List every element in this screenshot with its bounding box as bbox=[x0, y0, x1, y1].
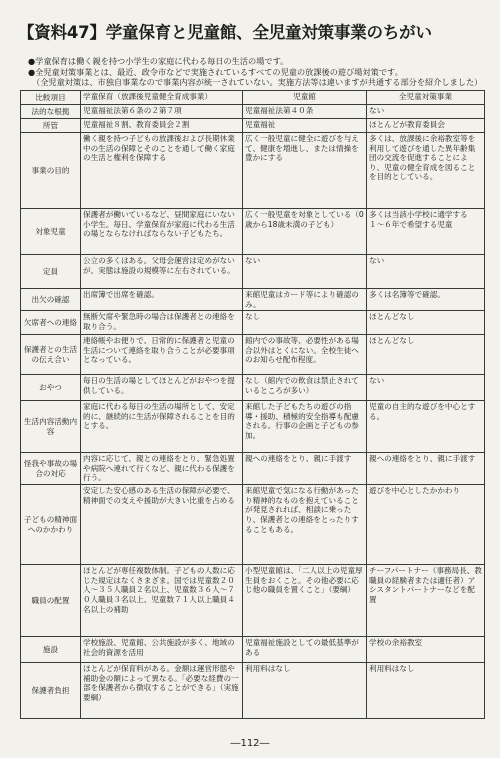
jidokan-cell: ない bbox=[243, 255, 367, 289]
table-header-row bbox=[21, 91, 485, 105]
zenjido-cell: 利用料はなし bbox=[367, 663, 485, 719]
jidokan-cell: 広く一般児童を対象としている（0歳から18歳未満の子ども） bbox=[243, 209, 367, 255]
gakudo-cell: 安定した安心感のある生活の保障が必要で、精神面での支えや援助が大きい比重を占める bbox=[81, 485, 243, 565]
zenjido-cell: ほとんどが教育委員会 bbox=[367, 119, 485, 133]
jidokan-cell: 来館児童で気になる行動があったり精神的なものを抱えていることが発見されれば、相談に乗ったり、保護者との連絡をとったりすることもある。 bbox=[243, 485, 367, 565]
table-body bbox=[21, 105, 485, 719]
gakudo-cell: 出席簿で出席を確認。 bbox=[81, 289, 243, 311]
header-cell: 児童館 bbox=[243, 91, 367, 105]
row-item-cell: 子どもの精神面へのかかわり bbox=[21, 485, 81, 565]
table-row bbox=[21, 119, 485, 133]
gakudo-cell: 無断欠席や緊急時の場合は保護者との連絡を取り合う。 bbox=[81, 311, 243, 335]
table-row bbox=[21, 637, 485, 663]
zenjido-cell: チーフパートナー（事務局長、教職員の経験者または適任者）アシスタントパートナーなどを配置 bbox=[367, 565, 485, 637]
gakudo-cell: 家庭に代わる毎日の生活の場所として、安定的に、継続的に生活が保障されることを目的とする。 bbox=[81, 401, 243, 453]
table-row bbox=[21, 565, 485, 637]
gakudo-cell: 毎日の生活の場としてほとんどがおやつを提供している。 bbox=[81, 375, 243, 401]
gakudo-cell: 連絡帳やお便りで、日常的に保護者と児童の生活について連絡を取り合うことが必要事項となっている。 bbox=[81, 335, 243, 375]
zenjido-cell: 遊びを中心としたかかわり bbox=[367, 485, 485, 565]
zenjido-cell: 多くは当該小学校に通学する１〜６年で希望する児童 bbox=[367, 209, 485, 255]
jidokan-cell: なし（館内での飲食は禁止されているところが多い） bbox=[243, 375, 367, 401]
header-cell: 全児童対策事業 bbox=[367, 91, 485, 105]
row-item-cell: 生活内容活動内容 bbox=[21, 401, 81, 453]
zenjido-cell: 多くは、放課後に余裕教室等を利用して遊びを通した異年齢集団の交流を促進することにより、児童の健全育成を図ることを目的としている。 bbox=[367, 133, 485, 209]
row-item-cell: 対象児童 bbox=[21, 209, 81, 255]
row-item-cell: 保護者との生活の伝え合い bbox=[21, 335, 81, 375]
table-row bbox=[21, 289, 485, 311]
page-title: 【資料47】学童保育と児童館、全児童対策事業のちがい bbox=[18, 23, 432, 42]
note-line: ●全児童対策事業とは、最近、政令市などで実施されているすべての児童の放課後の遊び場対策です。 bbox=[28, 66, 403, 77]
gakudo-cell: 学校施設、児童館、公共施設が多く、地域の社会的資源を活用 bbox=[81, 637, 243, 663]
comparison-table bbox=[20, 90, 485, 719]
gakudo-cell: 働く親を持つ子どもの放課後および長期休業中の生活の保障とそのことを通して働く家庭の生活と権利を保障する bbox=[81, 133, 243, 209]
jidokan-cell: 児童福祉法第４０条 bbox=[243, 105, 367, 119]
row-item-cell: 事業の目的 bbox=[21, 133, 81, 209]
table-row bbox=[21, 663, 485, 719]
table-row bbox=[21, 335, 485, 375]
gakudo-cell: 児童福祉８割、教育委員会２割 bbox=[81, 119, 243, 133]
zenjido-cell: ない bbox=[367, 255, 485, 289]
row-item-cell: 欠席者への連絡 bbox=[21, 311, 81, 335]
gakudo-cell: 内容に応じて、親との連絡をとり、緊急処置や病院へ連れて行くなど、親に代わる保護を行う。 bbox=[81, 453, 243, 485]
table-row bbox=[21, 453, 485, 485]
table-row bbox=[21, 105, 485, 119]
zenjido-cell: 多くは名簿等で確認。 bbox=[367, 289, 485, 311]
jidokan-cell: 小型児童館は、「二人以上の児童厚生員をおくこと。その他必要に応じ他の職員を置くこと」（要綱） bbox=[243, 565, 367, 637]
jidokan-cell: 児童福祉施設としての最低基準がある bbox=[243, 637, 367, 663]
zenjido-cell: ない bbox=[367, 105, 485, 119]
gakudo-cell: ほとんどが保育料がある。金額は運営形態や補助金の額によって異なる。「必要な経費の一部を保護者から徴収することができる」（実施要綱） bbox=[81, 663, 243, 719]
zenjido-cell: 親への連絡をとり、親に手渡す bbox=[367, 453, 485, 485]
jidokan-cell: 来館児童はカード等により確認のみ。 bbox=[243, 289, 367, 311]
jidokan-cell: 館内での事故等、必要性がある場合以外はとくにない。全校生徒へのお知らせ配布程度。 bbox=[243, 335, 367, 375]
zenjido-cell: 学校の余裕教室 bbox=[367, 637, 485, 663]
jidokan-cell: なし bbox=[243, 311, 367, 335]
jidokan-cell: 利用料はなし bbox=[243, 663, 367, 719]
row-item-cell: 法的な根拠 bbox=[21, 105, 81, 119]
zenjido-cell: ほとんどなし bbox=[367, 335, 485, 375]
row-item-cell: 出欠の確認 bbox=[21, 289, 81, 311]
header-cell: 比較項目 bbox=[21, 91, 81, 105]
zenjido-cell: ほとんどなし bbox=[367, 311, 485, 335]
intro-notes bbox=[28, 56, 488, 88]
jidokan-cell: 児童福祉 bbox=[243, 119, 367, 133]
header-cell: 学童保育（放課後児童健全育成事業） bbox=[81, 91, 243, 105]
row-item-cell: 職員の配置 bbox=[21, 565, 81, 637]
gakudo-cell: ほとんどが専任複数体制。子どもの人数に応じた規定はなくさまざま。国では児童数２０人〜３５人職員２名以上、児童数３６人〜７０人職員３名以上、児童数７１人以上職員４名以上の補助 bbox=[81, 565, 243, 637]
gakudo-cell: 公立の多くはある。父母会運営は定めがないが、実態は施設の規模等に左右されている。 bbox=[81, 255, 243, 289]
table-row bbox=[21, 485, 485, 565]
note-line: ●学童保育は働く親を持つ小学生の家庭に代わる毎日の生活の場です。 bbox=[28, 56, 289, 66]
jidokan-cell: 広く一般児童に健全に遊びを与えて、健康を増進し、または情操を豊かにする bbox=[243, 133, 367, 209]
row-item-cell: 定員 bbox=[21, 255, 81, 289]
row-item-cell: おやつ bbox=[21, 375, 81, 401]
zenjido-cell: 児童の自主的な遊びを中心とする。 bbox=[367, 401, 485, 453]
row-item-cell: 所管 bbox=[21, 119, 81, 133]
table-row bbox=[21, 209, 485, 255]
table-row bbox=[21, 401, 485, 453]
note-line: （全児童対策は、市独自事業なので事業内容が統一されていない。実施方法等は違いますが共通する部分を紹介しました） bbox=[32, 77, 483, 87]
zenjido-cell: ない bbox=[367, 375, 485, 401]
row-item-cell: 怪我や事故の場合の対応 bbox=[21, 453, 81, 485]
table-row bbox=[21, 133, 485, 209]
table-row bbox=[21, 375, 485, 401]
table-row bbox=[21, 311, 485, 335]
table-row bbox=[21, 255, 485, 289]
row-item-cell: 保護者負担 bbox=[21, 663, 81, 719]
row-item-cell: 施設 bbox=[21, 637, 81, 663]
gakudo-cell: 児童福祉法第６条の２第７項 bbox=[81, 105, 243, 119]
page-number: ―112― bbox=[230, 738, 270, 749]
jidokan-cell: 来館した子どもたちの遊びの指導・援助、積極的安全指導も配慮される。行事の企画と子どもの参加。 bbox=[243, 401, 367, 453]
gakudo-cell: 保護者が働いているなど、昼間家庭にいない小学生。毎日、学童保育が家庭に代わる生活の場とならなければならない子どもたち。 bbox=[81, 209, 243, 255]
jidokan-cell: 親への連絡をとり、親に手渡す bbox=[243, 453, 367, 485]
